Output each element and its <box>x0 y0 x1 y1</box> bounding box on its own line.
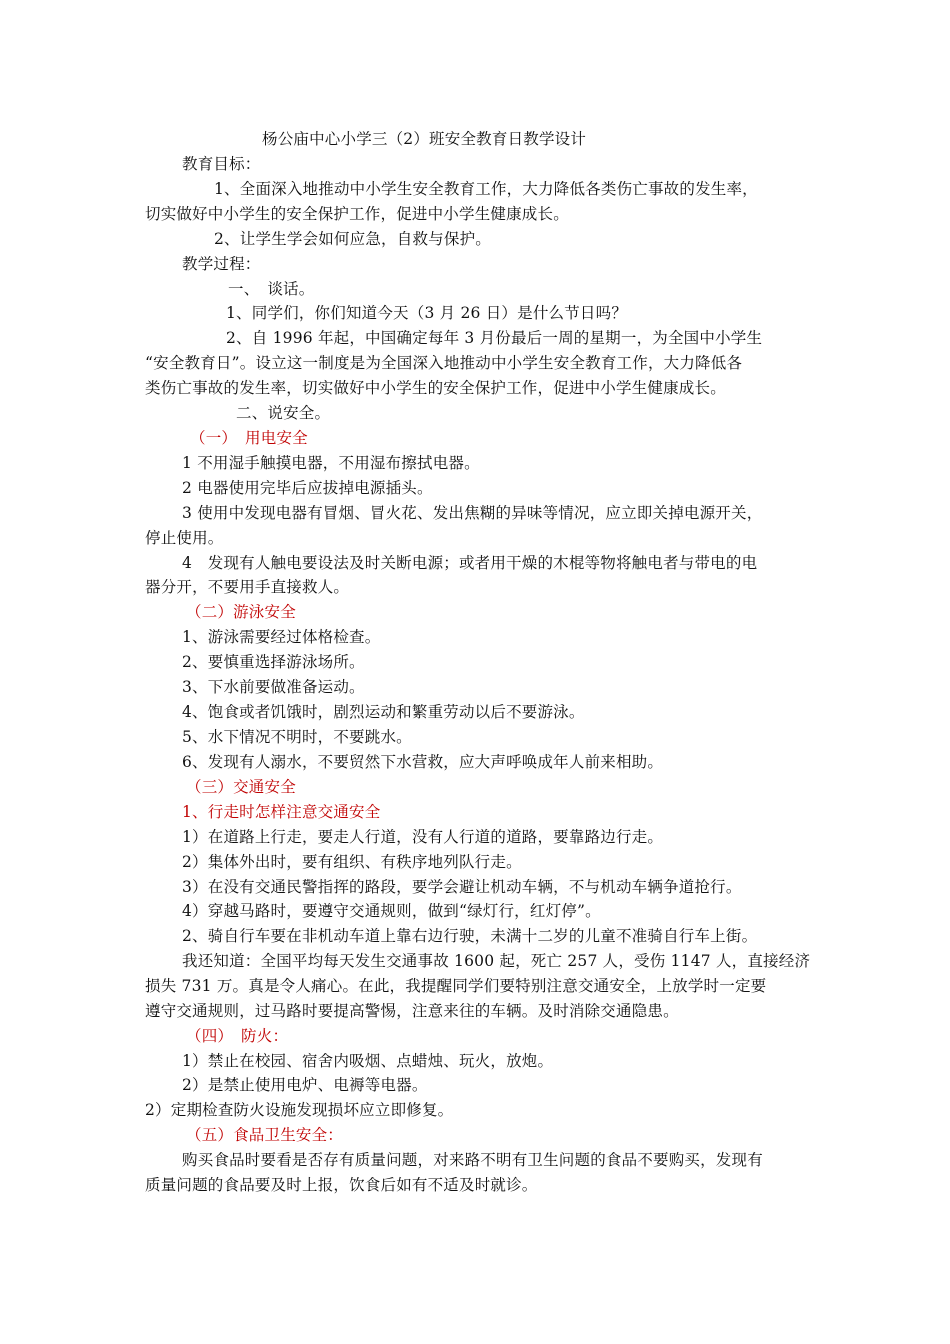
process-heading: 教学过程： <box>182 255 261 273</box>
traffic-stats-line-2: 损失 731 万。真是令人痛心。在此，我提醒同学们要特别注意交通安全，上放学时一定要 <box>145 977 767 995</box>
traffic-stats-line-1: 我还知道：全国平均每天发生交通事故 1600 起，死亡 257 人，受伤 1147 人，直接经济 <box>182 952 811 970</box>
swim-item-2: 2、要慎重选择游泳场所。 <box>182 653 365 671</box>
traffic-subheading-bicycle: 2、骑自行车要在非机动车道上靠右边行驶，未满十二岁的儿童不准骑自行车上街。 <box>182 927 758 945</box>
goals-heading: 教育目标： <box>182 155 261 173</box>
talk-question-2-line-2: “安全教育日”。设立这一制度是为全国深入地推动中小学生安全教育工作，大力降低各 <box>145 354 743 372</box>
traffic-item-2: 2）集体外出时，要有组织、有秩序地列队行走。 <box>182 853 522 871</box>
traffic-item-1: 1）在道路上行走，要走人行道，没有人行道的道路，要靠路边行走。 <box>182 828 664 846</box>
electric-item-1: 1 不用湿手触摸电器，不用湿布擦拭电器。 <box>182 454 480 472</box>
food-safety-heading: （五）食品卫生安全： <box>186 1126 344 1144</box>
swim-item-4: 4、饱食或者饥饿时，剧烈运动和繁重劳动以后不要游泳。 <box>182 703 585 721</box>
electric-item-2: 2 电器使用完毕后应拔掉电源插头。 <box>182 479 433 497</box>
electric-item-3-line-2: 停止使用。 <box>145 529 224 547</box>
electric-item-4-line-2: 器分开，不要用手直接救人。 <box>145 578 350 596</box>
fire-item-1: 1）禁止在校园、宿舍内吸烟、点蜡烛、玩火，放炮。 <box>182 1052 554 1070</box>
goal-2: 2、让学生学会如何应急，自救与保护。 <box>214 230 491 248</box>
swim-safety-heading: （二）游泳安全 <box>186 603 296 621</box>
page-title: 杨公庙中心小学三（2）班安全教育日教学设计 <box>262 130 587 148</box>
swim-item-5: 5、水下情况不明时，不要跳水。 <box>182 728 412 746</box>
part-2-heading: 二、说安全。 <box>236 404 331 422</box>
food-paragraph-line-1: 购买食品时要看是否存有质量问题，对来路不明有卫生问题的食品不要购买，发现有 <box>182 1151 763 1169</box>
traffic-subheading-walking: 1、行走时怎样注意交通安全 <box>182 803 381 821</box>
talk-question-2-line-3: 类伤亡事故的发生率，切实做好中小学生的安全保护工作，促进中小学生健康成长。 <box>145 379 726 397</box>
electric-item-3-line-1: 3 使用中发现电器有冒烟、冒火花、发出焦糊的异味等情况，应立即关掉电源开关， <box>182 504 763 522</box>
talk-question-2-line-1: 2、自 1996 年起，中国确定每年 3 月份最后一周的星期一，为全国中小学生 <box>226 329 763 347</box>
talk-question-1: 1、同学们，你们知道今天（3 月 26 日）是什么节日吗？ <box>226 304 628 322</box>
part-1-heading: 一、 谈话。 <box>228 280 315 298</box>
traffic-item-4: 4）穿越马路时，要遵守交通规则，做到“绿灯行，红灯停”。 <box>182 902 601 920</box>
fire-item-3: 2）定期检查防火设施发现损坏应立即修复。 <box>145 1101 454 1119</box>
traffic-item-3: 3）在没有交通民警指挥的路段，要学会避让机动车辆，不与机动车辆争道抢行。 <box>182 878 742 896</box>
electric-safety-heading: （一） 用电安全 <box>190 429 308 447</box>
food-paragraph-line-2: 质量问题的食品要及时上报，饮食后如有不适及时就诊。 <box>145 1176 538 1194</box>
swim-item-1: 1、游泳需要经过体格检查。 <box>182 628 381 646</box>
traffic-stats-line-3: 遵守交通规则，过马路时要提高警惕，注意来往的车辆。及时消除交通隐患。 <box>145 1002 679 1020</box>
swim-item-3: 3、下水前要做准备运动。 <box>182 678 365 696</box>
electric-item-4-line-1: 4 发现有人触电要设法及时关断电源；或者用干燥的木棍等物将触电者与带电的电 <box>182 554 758 572</box>
goal-1-line-2: 切实做好中小学生的安全保护工作，促进中小学生健康成长。 <box>145 205 569 223</box>
goal-1-line-1: 1、全面深入地推动中小学生安全教育工作，大力降低各类伤亡事故的发生率， <box>214 180 758 198</box>
fire-safety-heading: （四） 防火： <box>186 1027 289 1045</box>
fire-item-2: 2）是禁止使用电炉、电褥等电器。 <box>182 1076 428 1094</box>
traffic-safety-heading: （三）交通安全 <box>186 778 296 796</box>
swim-item-6: 6、发现有人溺水，不要贸然下水营救，应大声呼唤成年人前来相助。 <box>182 753 664 771</box>
